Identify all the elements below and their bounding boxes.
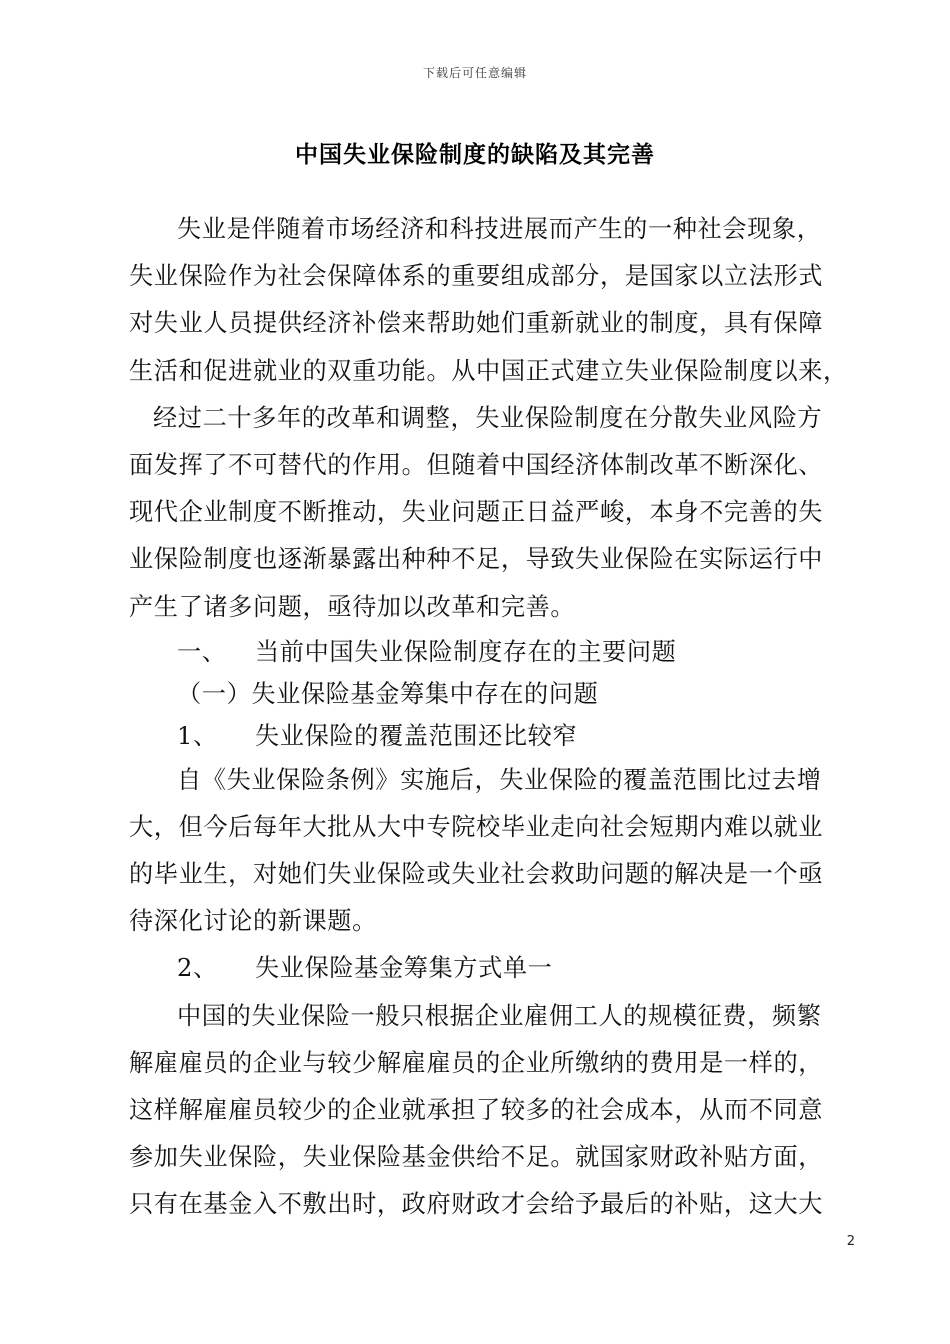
paragraph-line: 生活和促进就业的双重功能。从中国正式建立失业保险制度以来，	[129, 356, 848, 385]
header-note: 下载后可任意编辑	[422, 66, 527, 80]
paragraph-line: 产生了诸多问题，亟待加以改革和完善。	[129, 592, 576, 621]
item-heading-text: 失业保险基金筹集方式单一	[255, 954, 553, 983]
paragraph-line: 待深化讨论的新课题。	[129, 907, 377, 936]
paragraph-line: 面发挥了不可替代的作用。但随着中国经济体制改革不断深化、	[129, 450, 824, 479]
item-number: 1、	[177, 721, 218, 750]
paragraph-line: 中国的失业保险一般只根据企业雇佣工人的规模征费，频繁	[177, 1001, 822, 1030]
item-heading-text: 失业保险的覆盖范围还比较窄	[255, 721, 578, 750]
paragraph-line: 对失业人员提供经济补偿来帮助她们重新就业的制度，具有保障	[129, 309, 824, 338]
page-number: 2	[846, 1234, 855, 1249]
section-number: 一、	[177, 637, 227, 666]
paragraph-line: 经过二十多年的改革和调整，失业保险制度在分散失业风险方	[153, 403, 823, 432]
subsection-heading: （一）失业保险基金筹集中存在的问题	[177, 679, 599, 708]
paragraph-line: 失业保险作为社会保障体系的重要组成部分，是国家以立法形式	[129, 262, 824, 291]
document-body	[129, 206, 848, 1229]
section-heading	[129, 631, 841, 673]
paragraph-line: 失业是伴随着市场经济和科技进展而产生的一种社会现象，	[177, 215, 822, 243]
paragraph-line: 这样解雇雇员较少的企业就承担了较多的社会成本，从而不同意	[129, 1096, 824, 1124]
paragraph-line: 参加失业保险，失业保险基金供给不足。就国家财政补贴方面，	[129, 1143, 824, 1172]
paragraph-line: 只有在基金入不敷出时，政府财政才会给予最后的补贴，这大大	[129, 1190, 824, 1219]
document-title: 中国失业保险制度的缺陷及其完善	[295, 142, 655, 168]
item-number: 2、	[177, 954, 218, 983]
paragraph-line: 大，但今后每年大批从大中专院校毕业走向社会短期内难以就业	[129, 812, 824, 841]
paragraph-line: 的毕业生，对她们失业保险或失业社会救助问题的解决是一个亟	[129, 860, 824, 889]
item-heading	[129, 945, 841, 992]
paragraph-line: 解雇雇员的企业与较少解雇雇员的企业所缴纳的费用是一样的，	[129, 1048, 824, 1077]
paragraph-line: 现代企业制度不断推动，失业问题正日益严峻，本身不完善的失	[129, 498, 824, 527]
paragraph-line: 自《失业保险条例》实施后，失业保险的覆盖范围比过去增	[177, 765, 822, 794]
section-heading-text: 当前中国失业保险制度存在的主要问题	[255, 637, 677, 666]
paragraph-line: 业保险制度也逐渐暴露出种种不足，导致失业保险在实际运行中	[129, 545, 824, 574]
item-heading	[129, 715, 841, 757]
